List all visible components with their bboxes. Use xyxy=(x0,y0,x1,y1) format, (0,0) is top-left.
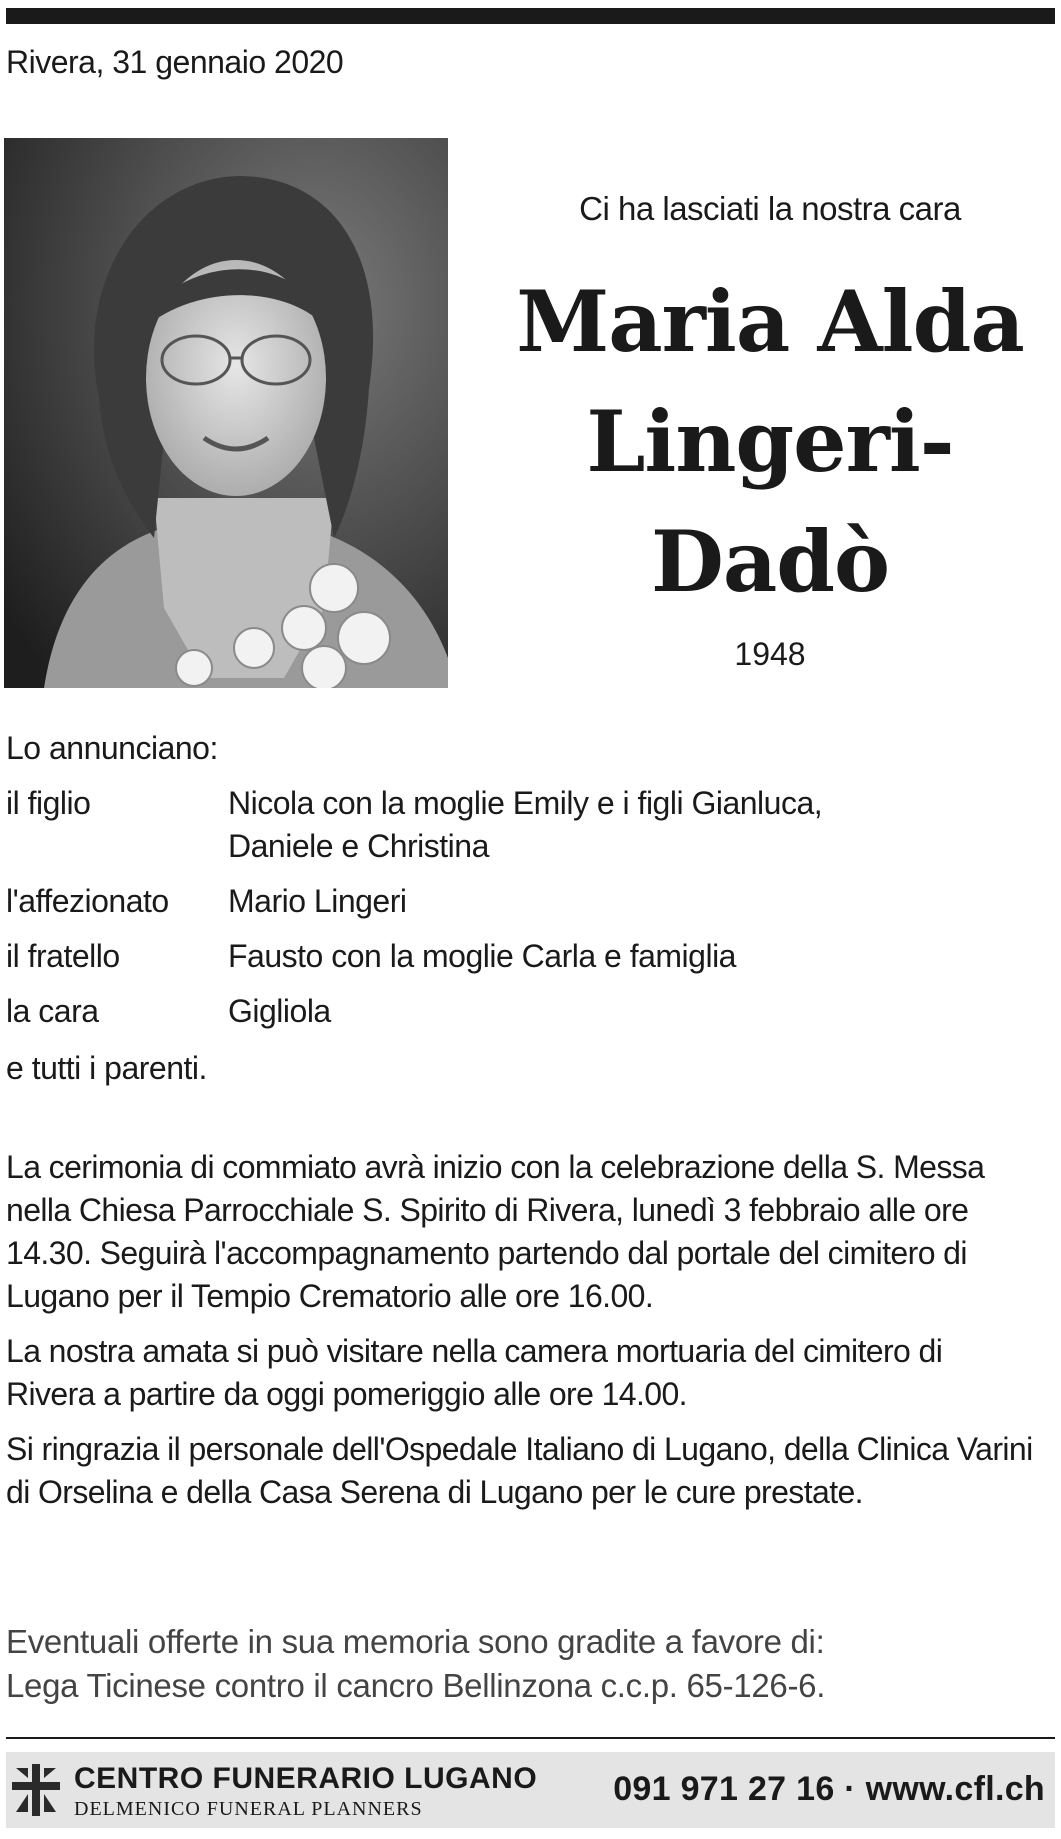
name-line-1: Maria Alda xyxy=(516,272,1024,371)
announcement-heading: Lo annunciano: xyxy=(6,730,218,766)
funeral-home-subtitle: DELMENICO FUNERAL PLANNERS xyxy=(74,1798,423,1820)
funeral-home-contact: 091 971 27 16 · www.cfl.ch xyxy=(613,1770,1045,1808)
ceremony-details xyxy=(6,1146,1036,1526)
funeral-home-footer xyxy=(6,1752,1055,1828)
funeral-home-name: CENTRO FUNERARIO LUGANO xyxy=(74,1762,538,1795)
closing-line: e tutti i parenti. xyxy=(6,1050,207,1086)
top-rule xyxy=(6,8,1055,24)
portrait-photo xyxy=(4,138,448,688)
visitation-paragraph: La nostra amata si può visitare nella camera mortuaria del cimitero di Rivera a partire da oggi pomeriggio alle ore 14.00. xyxy=(6,1333,943,1412)
name-line-2: Lingeri- xyxy=(586,392,954,491)
mourner-names: Mario Lingeri xyxy=(228,883,407,919)
cross-logo-icon xyxy=(12,1764,60,1816)
dateline: Rivera, 31 gennaio 2020 xyxy=(6,44,344,80)
ceremony-paragraph: La cerimonia di commiato avrà inizio con la celebrazione della S. Messa nella Chiesa Parrocchiale S. Spirito di Rivera, lunedì 3 febbraio alle ore 14.30. Seguirà l'accompagnamento partendo dal portale del cimitero di Lugano per il Tempio Crematorio alle ore 16.00. xyxy=(6,1149,985,1314)
mourners-list xyxy=(6,782,1006,1045)
mourner-relation: il figlio xyxy=(6,785,91,821)
deceased-name xyxy=(480,262,1060,622)
bottom-rule xyxy=(6,1737,1055,1739)
name-line-3: Dadò xyxy=(650,512,890,611)
mourner-relation: la cara xyxy=(6,993,99,1029)
mourner-names: Fausto con la moglie Carla e famiglia xyxy=(228,938,736,974)
thanks-paragraph: Si ringrazia il personale dell'Ospedale Italiano di Lugano, della Clinica Varini di Orselina e della Casa Serena di Lugano per le cure prestate. xyxy=(6,1431,1033,1510)
mourner-names: Gigliola xyxy=(228,993,331,1029)
mourner-row xyxy=(6,782,1006,868)
birth-year: 1948 xyxy=(734,636,806,672)
mourner-relation: il fratello xyxy=(6,938,120,974)
intro-line: Ci ha lasciati la nostra cara xyxy=(579,190,961,227)
mourner-relation: l'affezionato xyxy=(6,883,169,919)
mourner-row xyxy=(6,990,1006,1033)
offerings-line-1: Eventuali offerte in sua memoria sono gradite a favore di: xyxy=(6,1623,825,1660)
mourner-row xyxy=(6,935,1006,978)
mourner-row xyxy=(6,880,1006,923)
mourner-names: Nicola con la moglie Emily e i figli Gianluca, Daniele e Christina xyxy=(228,785,823,864)
offerings-line-2: Lega Ticinese contro il cancro Bellinzona c.c.p. 65-126-6. xyxy=(6,1667,826,1704)
offerings-note xyxy=(6,1620,1036,1708)
